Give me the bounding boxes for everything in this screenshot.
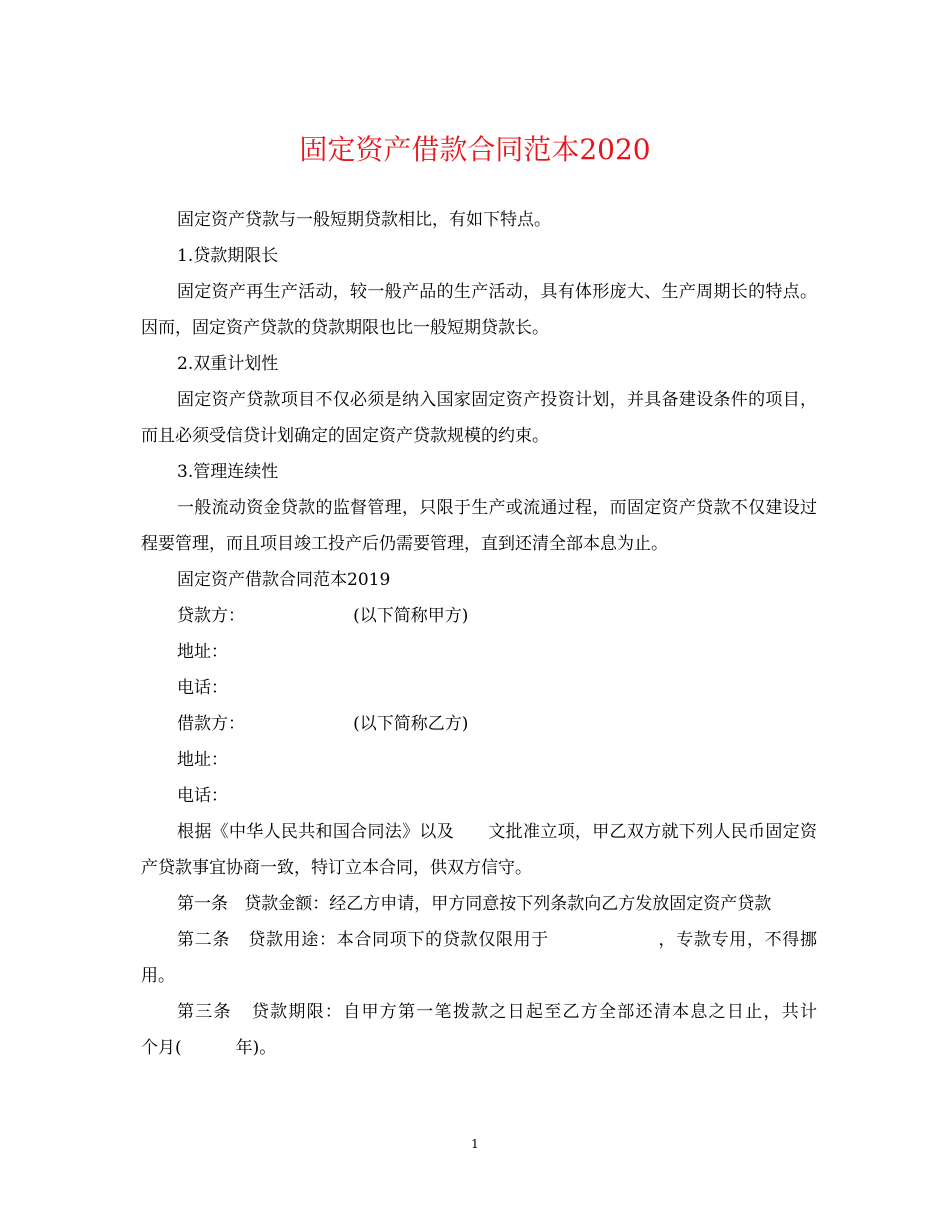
section-heading: 1.贷款期限长 (177, 246, 279, 266)
section-heading: 3.管理连续性 (177, 462, 279, 482)
clause-1: 第一条 贷款金额：经乙方申请，甲方同意按下列条款向乙方发放固定资产贷款 (177, 894, 772, 914)
page-number: 1 (471, 1137, 479, 1151)
clause-2: 第二条 贷款用途：本合同项下的贷款仅限用于 ，专款专用，不得挪用。 (141, 930, 817, 986)
borrower-line: 借款方： (以下简称乙方) (177, 714, 469, 734)
borrower-phone: 电话： (177, 786, 228, 806)
paragraph: 一般流动资金贷款的监督管理，只限于生产或流通过程，而固定资产贷款不仅建设过程要管理，而且项目竣工投产后仍需要管理，直到还清全部本息为止。 (141, 498, 817, 554)
paragraph: 固定资产贷款项目不仅必须是纳入国家固定资产投资计划，并具备建设条件的项目，而且必须受信贷计划确定的固定资产贷款规模的约束。 (141, 390, 817, 446)
paragraph: 固定资产再生产活动，较一般产品的生产活动，具有体形庞大、生产周期长的特点。因而，固定资产贷款的贷款期限也比一般短期贷款长。 (141, 282, 817, 338)
lender-address: 地址： (177, 642, 228, 662)
lender-phone: 电话： (177, 678, 228, 698)
document-body (141, 202, 850, 1066)
paragraph: 固定资产贷款与一般短期贷款相比，有如下特点。 (177, 210, 551, 230)
borrower-address: 地址： (177, 750, 228, 770)
clause-3: 第三条 贷款期限：自甲方第一笔拨款之日起至乙方全部还清本息之日止，共计 个月( 年)。 (141, 1002, 850, 1058)
paragraph: 根据《中华人民共和国合同法》以及 文批准立项，甲乙双方就下列人民币固定资产贷款事宜协商一致，特订立本合同，供双方信守。 (141, 822, 817, 878)
contract-title: 固定资产借款合同范本2019 (177, 570, 391, 590)
lender-line: 贷款方： (以下简称甲方) (177, 606, 469, 626)
section-heading: 2.双重计划性 (177, 354, 279, 374)
document-title: 固定资产借款合同范本2020 (299, 133, 651, 166)
